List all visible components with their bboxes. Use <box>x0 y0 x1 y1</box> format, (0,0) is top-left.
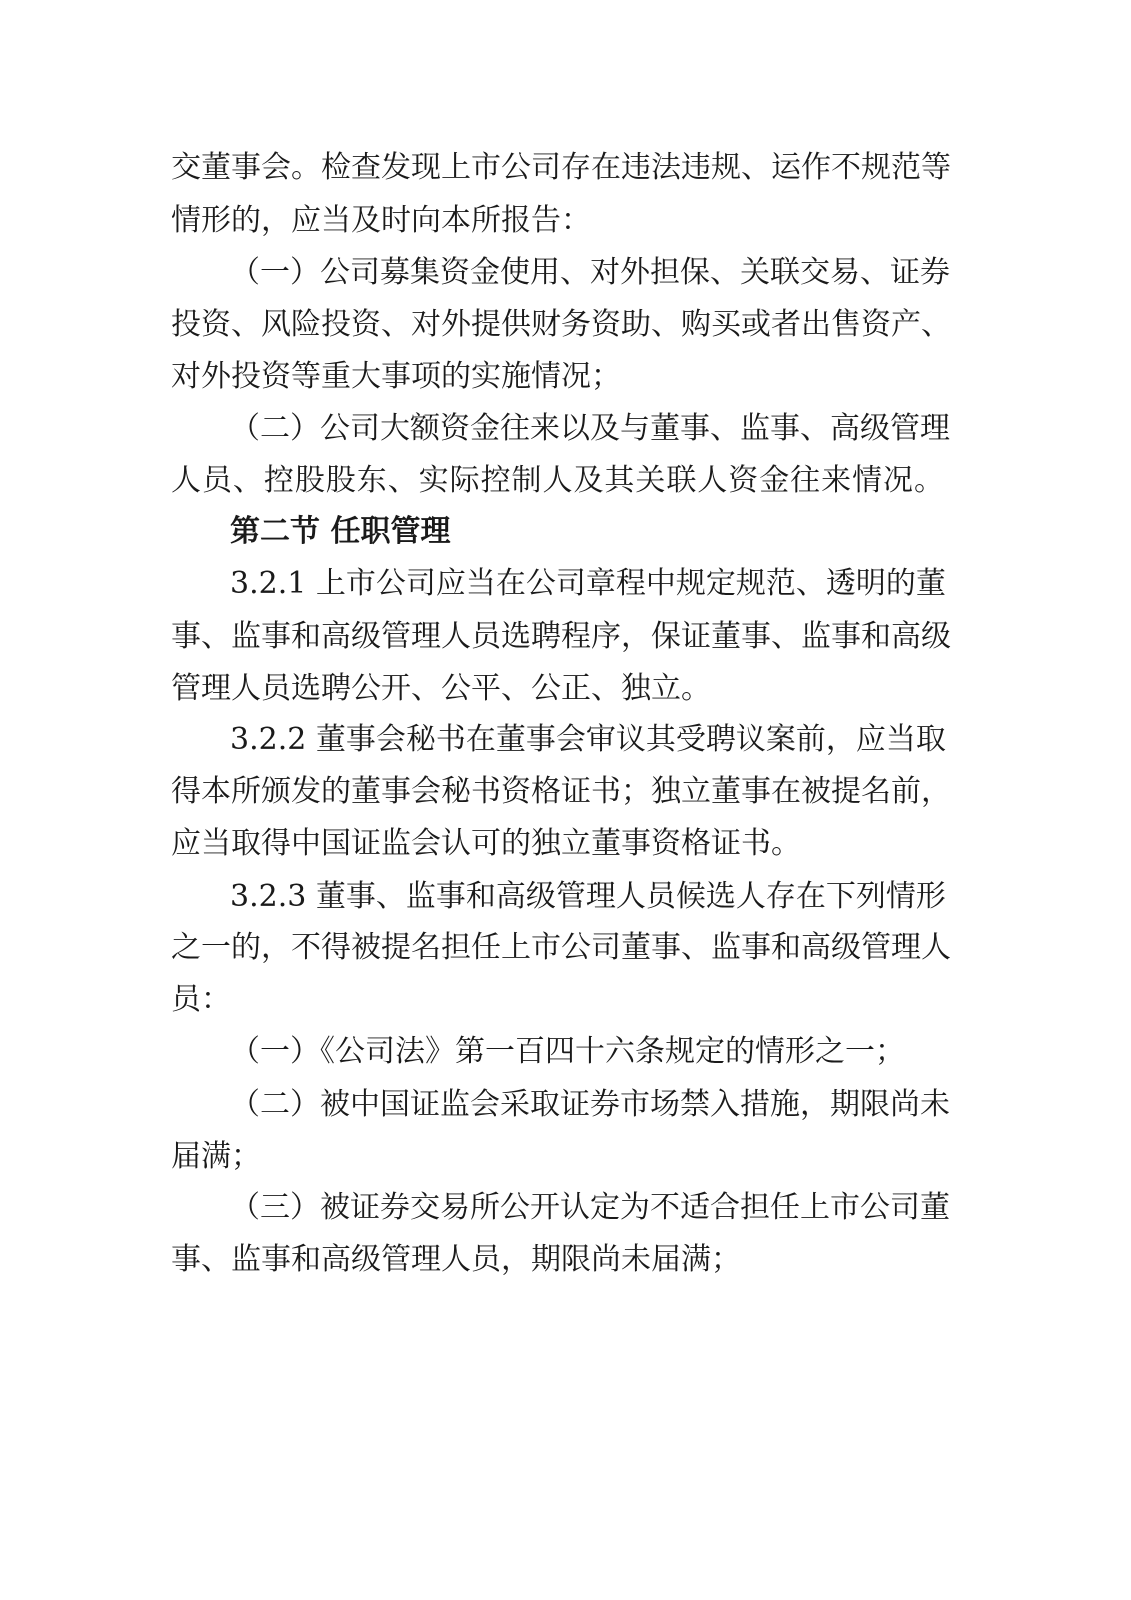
section-heading: 第二节 任职管理 <box>230 514 451 549</box>
paragraph-line: 管理人员选聘公开、公平、公正、独立。 <box>171 671 711 706</box>
paragraph-line: 对外投资等重大事项的实施情况； <box>171 359 621 394</box>
paragraph-line: （二）被中国证监会采取证券市场禁入措施，期限尚未 <box>230 1087 950 1122</box>
paragraph-line: 3.2.2 董事会秘书在董事会审议其受聘议案前，应当取 <box>230 722 946 757</box>
paragraph-line: 届满； <box>171 1139 261 1174</box>
paragraph-line: 情形的，应当及时向本所报告： <box>171 203 591 238</box>
paragraph-line: （一）《公司法》第一百四十六条规定的情形之一； <box>230 1034 905 1069</box>
paragraph-line: 事、监事和高级管理人员，期限尚未届满； <box>171 1242 741 1277</box>
paragraph-line: 3.2.1 上市公司应当在公司章程中规定规范、透明的董 <box>230 566 946 601</box>
paragraph-line: 交董事会。检查发现上市公司存在违法违规、运作不规范等 <box>171 150 951 185</box>
paragraph-line: （二）公司大额资金往来以及与董事、监事、高级管理 <box>230 411 950 446</box>
paragraph-line: 应当取得中国证监会认可的独立董事资格证书。 <box>171 826 801 861</box>
paragraph-line: 投资、风险投资、对外提供财务资助、购买或者出售资产、 <box>171 307 951 342</box>
paragraph-line: 人员、控股股东、实际控制人及其关联人资金往来情况。 <box>171 463 944 498</box>
paragraph-line: （三）被证券交易所公开认定为不适合担任上市公司董 <box>230 1190 950 1225</box>
paragraph-line: 得本所颁发的董事会秘书资格证书；独立董事在被提名前， <box>171 774 951 809</box>
paragraph-line: 事、监事和高级管理人员选聘程序，保证董事、监事和高级 <box>171 619 951 654</box>
paragraph-line: 员： <box>171 982 231 1017</box>
paragraph-line: （一）公司募集资金使用、对外担保、关联交易、证券 <box>230 255 950 290</box>
paragraph-line: 3.2.3 董事、监事和高级管理人员候选人存在下列情形 <box>230 879 946 914</box>
paragraph-line: 之一的，不得被提名担任上市公司董事、监事和高级管理人 <box>171 930 951 965</box>
